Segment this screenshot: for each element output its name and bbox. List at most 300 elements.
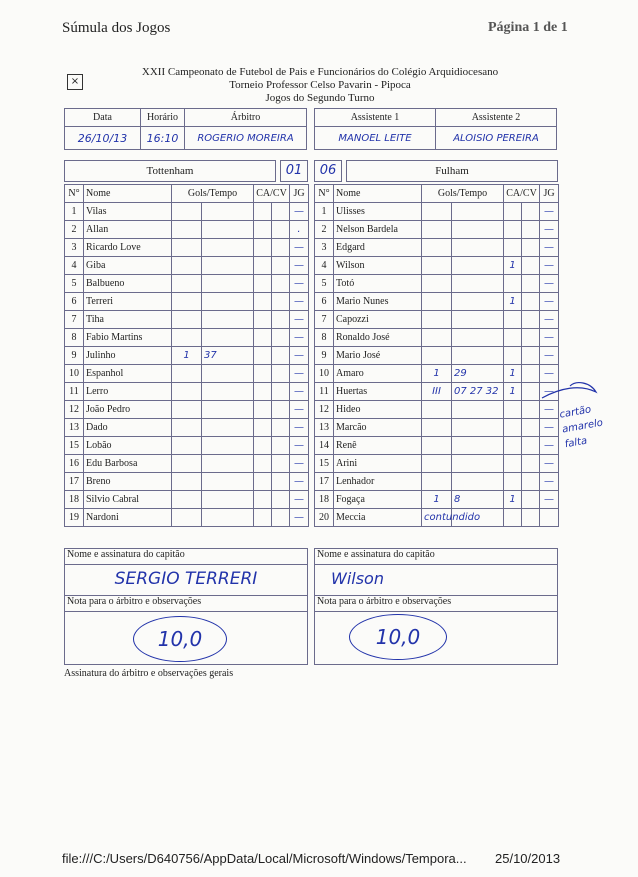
player-name: Wilson — [334, 257, 422, 275]
player-card-a — [254, 239, 272, 257]
player-number: 20 — [315, 509, 334, 527]
player-card-a — [504, 275, 522, 293]
player-card-a — [504, 473, 522, 491]
player-name: Mario José — [334, 347, 422, 365]
player-card-a — [254, 221, 272, 239]
player-number: 17 — [65, 473, 84, 491]
player-goal-time — [202, 419, 254, 437]
col-cards: CA/CV — [254, 185, 290, 203]
document-title: Súmula dos Jogos — [62, 20, 171, 36]
player-played: — — [290, 509, 309, 527]
player-card-b — [522, 455, 540, 473]
player-goals: 1 — [422, 491, 452, 509]
player-played: — — [290, 365, 309, 383]
player-card-b — [522, 419, 540, 437]
assistant1-value: MANOEL LEITE — [315, 127, 436, 150]
player-card-b — [272, 203, 290, 221]
margin-note-line: cartão — [558, 404, 593, 421]
player-goal-time — [452, 419, 504, 437]
player-goal-time — [452, 473, 504, 491]
player-row — [65, 275, 309, 293]
player-row — [65, 401, 309, 419]
player-row — [65, 383, 309, 401]
championship-title: XXII Campeonato de Futebol de Pais e Funcionários do Colégio Arquidiocesano — [141, 66, 499, 78]
player-goals — [172, 509, 202, 527]
player-number: 5 — [65, 275, 84, 293]
player-card-a — [254, 491, 272, 509]
player-played: — — [540, 419, 559, 437]
player-goal-time — [202, 257, 254, 275]
player-row — [65, 437, 309, 455]
col-goals-time: Gols/Tempo — [172, 185, 254, 203]
player-row — [315, 311, 559, 329]
player-goals — [422, 203, 452, 221]
player-number: 18 — [65, 491, 84, 509]
player-goal-time — [202, 329, 254, 347]
player-number: 4 — [65, 257, 84, 275]
player-card-a — [504, 437, 522, 455]
player-card-b — [522, 221, 540, 239]
player-played: — — [290, 347, 309, 365]
player-number: 7 — [65, 311, 84, 329]
player-goal-time — [202, 365, 254, 383]
player-goal-time: 07 27 32 — [452, 383, 504, 401]
player-card-b — [522, 383, 540, 401]
player-name: Terreri — [84, 293, 172, 311]
player-number: 19 — [65, 509, 84, 527]
player-goal-time — [202, 383, 254, 401]
round-title: Jogos do Segundo Turno — [265, 92, 375, 104]
player-number: 10 — [315, 365, 334, 383]
player-row — [315, 257, 559, 275]
player-played: — — [540, 293, 559, 311]
player-card-b — [272, 491, 290, 509]
player-played: . — [290, 221, 309, 239]
player-card-b — [272, 509, 290, 527]
player-card-b — [522, 401, 540, 419]
player-played: — — [290, 203, 309, 221]
player-goals — [422, 329, 452, 347]
player-goals — [422, 257, 452, 275]
player-card-b — [522, 293, 540, 311]
player-row — [315, 221, 559, 239]
player-goals — [422, 401, 452, 419]
col-jg: JG — [290, 185, 309, 203]
print-date: 25/10/2013 — [495, 851, 561, 866]
player-goals — [172, 491, 202, 509]
time-value: 16:10 — [141, 127, 185, 150]
player-name: Lobão — [84, 437, 172, 455]
player-name: Capozzi — [334, 311, 422, 329]
player-row — [315, 365, 559, 383]
player-row — [65, 365, 309, 383]
player-card-b — [522, 257, 540, 275]
player-goal-time — [452, 257, 504, 275]
player-goal-time — [452, 239, 504, 257]
player-card-a — [504, 401, 522, 419]
player-card-a — [254, 311, 272, 329]
player-goals — [422, 419, 452, 437]
player-goals — [422, 311, 452, 329]
player-card-a — [254, 383, 272, 401]
player-name: Nardoni — [84, 509, 172, 527]
player-goal-time — [452, 293, 504, 311]
player-number: 6 — [65, 293, 84, 311]
player-card-b — [272, 221, 290, 239]
player-row — [315, 329, 559, 347]
player-name: Ulisses — [334, 203, 422, 221]
player-card-b — [522, 311, 540, 329]
assistant1-header: Assistente 1 — [315, 109, 436, 127]
player-card-a — [254, 437, 272, 455]
player-card-b — [272, 311, 290, 329]
close-icon[interactable]: × — [67, 74, 83, 90]
player-card-b — [272, 239, 290, 257]
player-row — [315, 203, 559, 221]
player-goal-time — [452, 221, 504, 239]
file-path: file:///C:/Users/D640756/AppData/Local/Microsoft/Windows/Tempora... — [62, 851, 467, 866]
player-card-a — [254, 275, 272, 293]
player-played: — — [540, 239, 559, 257]
away-notes-box — [314, 595, 558, 665]
player-card-b — [272, 455, 290, 473]
player-card-b — [272, 401, 290, 419]
player-card-a: 1 — [504, 257, 522, 275]
player-goal-time — [452, 437, 504, 455]
player-played — [540, 509, 559, 527]
player-card-b — [272, 419, 290, 437]
player-card-a — [254, 257, 272, 275]
home-captain-label: Nome e assinatura do capitão — [65, 549, 307, 565]
player-card-b — [272, 329, 290, 347]
player-card-a — [504, 221, 522, 239]
player-card-b — [272, 473, 290, 491]
player-name: Amaro — [334, 365, 422, 383]
player-row — [65, 509, 309, 527]
player-number: 16 — [65, 455, 84, 473]
player-number: 9 — [65, 347, 84, 365]
player-row — [65, 419, 309, 437]
player-name: Breno — [84, 473, 172, 491]
home-team-name: Tottenham — [64, 160, 276, 182]
player-goal-time — [202, 473, 254, 491]
player-played: — — [290, 401, 309, 419]
player-number: 15 — [315, 455, 334, 473]
player-row — [315, 419, 559, 437]
player-played: — — [540, 311, 559, 329]
away-note-score: 10,0 — [349, 614, 447, 660]
player-number: 15 — [65, 437, 84, 455]
player-card-a — [504, 509, 522, 527]
player-played: — — [540, 365, 559, 383]
player-goals — [172, 221, 202, 239]
player-goals — [172, 311, 202, 329]
player-row — [315, 383, 559, 401]
player-number: 2 — [315, 221, 334, 239]
player-name: Edgard — [334, 239, 422, 257]
player-name: Nelson Bardela — [334, 221, 422, 239]
player-number: 13 — [65, 419, 84, 437]
player-number: 12 — [65, 401, 84, 419]
player-goals — [172, 203, 202, 221]
home-captain-box — [64, 548, 308, 596]
player-row — [315, 275, 559, 293]
player-row — [315, 347, 559, 365]
player-name: Fabio Martins — [84, 329, 172, 347]
player-number: 9 — [315, 347, 334, 365]
player-played: — — [540, 383, 559, 401]
player-played: — — [540, 401, 559, 419]
player-played: — — [290, 455, 309, 473]
player-row — [65, 311, 309, 329]
player-card-b — [522, 365, 540, 383]
player-card-b — [522, 275, 540, 293]
player-card-a: 1 — [504, 383, 522, 401]
player-goal-time — [202, 275, 254, 293]
player-played: — — [540, 257, 559, 275]
player-row — [65, 221, 309, 239]
player-name: Ronaldo José — [334, 329, 422, 347]
player-played: — — [290, 383, 309, 401]
player-card-a — [504, 311, 522, 329]
player-goal-time — [202, 455, 254, 473]
player-name: Meccia — [334, 509, 422, 527]
match-info-right — [314, 108, 557, 150]
player-card-b — [272, 365, 290, 383]
player-played: — — [290, 491, 309, 509]
player-goals — [422, 221, 452, 239]
player-card-a — [254, 419, 272, 437]
home-notes-label: Nota para o árbitro e observações — [65, 596, 307, 612]
player-card-a — [254, 365, 272, 383]
player-goal-time — [202, 437, 254, 455]
player-played: — — [540, 347, 559, 365]
player-goal-time — [452, 401, 504, 419]
player-card-a — [254, 473, 272, 491]
player-name: Fogaça — [334, 491, 422, 509]
player-goals — [172, 293, 202, 311]
col-jg: JG — [540, 185, 559, 203]
away-captain-label: Nome e assinatura do capitão — [315, 549, 557, 565]
player-name: Silvio Cabral — [84, 491, 172, 509]
player-goals: contundido — [422, 509, 452, 527]
player-goal-time: 8 — [452, 491, 504, 509]
player-row — [315, 437, 559, 455]
player-card-b — [522, 239, 540, 257]
player-goals — [172, 473, 202, 491]
player-card-b — [522, 473, 540, 491]
player-goal-time — [202, 311, 254, 329]
player-row — [315, 239, 559, 257]
player-row — [65, 455, 309, 473]
player-row — [65, 293, 309, 311]
player-card-a — [254, 401, 272, 419]
player-goal-time — [202, 203, 254, 221]
player-card-a — [254, 455, 272, 473]
player-goal-time — [202, 221, 254, 239]
player-number: 6 — [315, 293, 334, 311]
player-row — [315, 293, 559, 311]
player-name: Lerro — [84, 383, 172, 401]
player-goals — [172, 437, 202, 455]
player-played: — — [540, 491, 559, 509]
player-card-a — [504, 203, 522, 221]
player-row — [315, 491, 559, 509]
player-name: João Pedro — [84, 401, 172, 419]
player-number: 11 — [315, 383, 334, 401]
date-header: Data — [65, 109, 141, 127]
player-name: Tiha — [84, 311, 172, 329]
player-card-a — [504, 329, 522, 347]
player-number: 8 — [315, 329, 334, 347]
player-name: Lenhador — [334, 473, 422, 491]
player-goal-time — [202, 509, 254, 527]
player-goals — [422, 293, 452, 311]
player-played: — — [290, 473, 309, 491]
player-goals — [172, 365, 202, 383]
player-played: — — [540, 221, 559, 239]
player-goal-time: 37 — [202, 347, 254, 365]
player-card-a: 1 — [504, 293, 522, 311]
player-goal-time — [202, 401, 254, 419]
player-played: — — [540, 275, 559, 293]
player-played: — — [540, 203, 559, 221]
player-goals — [422, 275, 452, 293]
player-goal-time — [452, 203, 504, 221]
player-number: 1 — [65, 203, 84, 221]
player-goal-time — [452, 311, 504, 329]
player-card-b — [272, 347, 290, 365]
player-goal-time — [202, 293, 254, 311]
player-name: Hideo — [334, 401, 422, 419]
assistant2-header: Assistente 2 — [436, 109, 557, 127]
player-name: Julinho — [84, 347, 172, 365]
player-card-a — [504, 455, 522, 473]
player-number: 7 — [315, 311, 334, 329]
assistant2-value: ALOISIO PEREIRA — [436, 127, 557, 150]
date-value: 26/10/13 — [65, 127, 141, 150]
player-card-b — [272, 383, 290, 401]
away-captain-box — [314, 548, 558, 596]
tournament-title: Torneio Professor Celso Pavarin - Pipoca — [229, 79, 411, 91]
match-info-left — [64, 108, 307, 150]
player-card-b — [522, 491, 540, 509]
player-name: Marcão — [334, 419, 422, 437]
referee-header: Árbitro — [185, 109, 307, 127]
player-card-a — [504, 347, 522, 365]
player-played: — — [540, 455, 559, 473]
player-goals — [172, 257, 202, 275]
referee-signature-label: Assinatura do árbitro e observações gerais — [64, 668, 234, 679]
player-card-a — [254, 509, 272, 527]
home-score: 01 — [280, 160, 308, 182]
margin-note — [558, 401, 606, 452]
player-card-b — [522, 509, 540, 527]
player-goals — [422, 473, 452, 491]
player-number: 1 — [315, 203, 334, 221]
player-number: 18 — [315, 491, 334, 509]
player-name: Dado — [84, 419, 172, 437]
player-name: Arini — [334, 455, 422, 473]
margin-note-line: amarelo — [561, 417, 604, 436]
player-card-a — [254, 293, 272, 311]
home-roster — [64, 184, 309, 527]
player-card-a: 1 — [504, 365, 522, 383]
player-card-b — [522, 203, 540, 221]
player-goals — [172, 275, 202, 293]
player-played: — — [540, 329, 559, 347]
player-row — [65, 239, 309, 257]
time-header: Horário — [141, 109, 185, 127]
player-goals: 1 — [172, 347, 202, 365]
page-number: Página 1 de 1 — [488, 20, 568, 35]
player-goals — [172, 329, 202, 347]
player-goals — [422, 239, 452, 257]
player-row — [315, 473, 559, 491]
player-number: 14 — [315, 437, 334, 455]
player-name: Huertas — [334, 383, 422, 401]
player-name: Vilas — [84, 203, 172, 221]
player-goals — [422, 437, 452, 455]
away-notes-label: Nota para o árbitro e observações — [315, 596, 557, 612]
home-captain-signature: SERGIO TERRERI — [114, 569, 258, 589]
player-number: 17 — [315, 473, 334, 491]
player-card-a — [254, 329, 272, 347]
player-goals — [172, 401, 202, 419]
player-played: — — [290, 275, 309, 293]
player-card-b — [522, 329, 540, 347]
player-number: 5 — [315, 275, 334, 293]
player-row — [65, 257, 309, 275]
player-name: Balbueno — [84, 275, 172, 293]
player-card-b — [522, 347, 540, 365]
player-card-b — [272, 437, 290, 455]
player-number: 3 — [65, 239, 84, 257]
away-score: 06 — [314, 160, 342, 182]
player-card-b — [272, 293, 290, 311]
player-played: — — [290, 239, 309, 257]
col-cards: CA/CV — [504, 185, 540, 203]
col-name: Nome — [84, 185, 172, 203]
col-name: Nome — [334, 185, 422, 203]
player-number: 11 — [65, 383, 84, 401]
player-card-a: 1 — [504, 491, 522, 509]
player-card-a — [504, 239, 522, 257]
away-roster — [314, 184, 559, 527]
player-name: Espanhol — [84, 365, 172, 383]
home-note-score: 10,0 — [133, 616, 227, 662]
player-played: — — [290, 293, 309, 311]
player-goal-time — [202, 239, 254, 257]
player-number: 13 — [315, 419, 334, 437]
player-card-b — [272, 257, 290, 275]
col-number: N° — [315, 185, 334, 203]
player-card-a — [254, 203, 272, 221]
player-card-a — [254, 347, 272, 365]
player-played: — — [540, 437, 559, 455]
player-goal-time — [452, 275, 504, 293]
player-card-a — [504, 419, 522, 437]
player-row — [65, 491, 309, 509]
col-goals-time: Gols/Tempo — [422, 185, 504, 203]
player-number: 12 — [315, 401, 334, 419]
player-row — [65, 329, 309, 347]
player-name: Renê — [334, 437, 422, 455]
player-row — [65, 473, 309, 491]
player-goals: 1 — [422, 365, 452, 383]
player-goals — [172, 455, 202, 473]
player-number: 10 — [65, 365, 84, 383]
